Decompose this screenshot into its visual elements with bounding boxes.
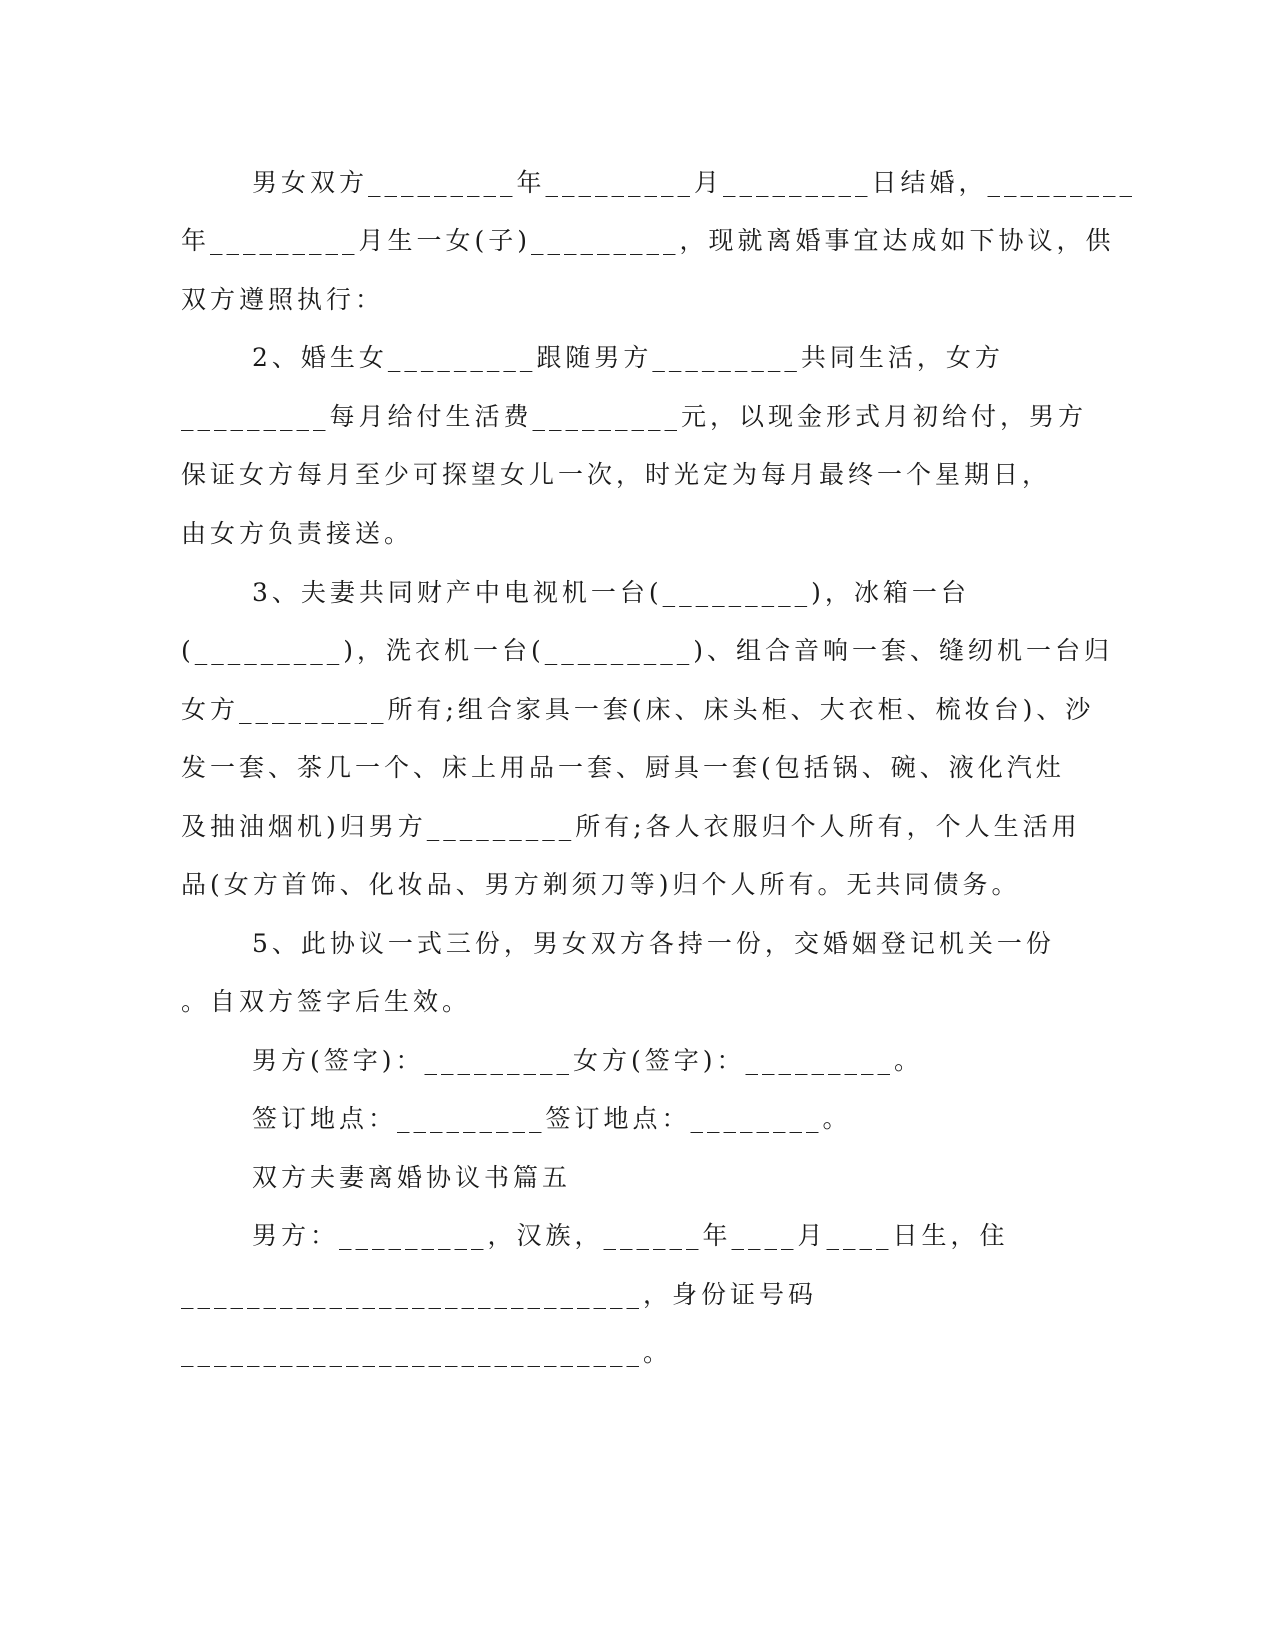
male-party-line-2: ____________________________，身份证号码 [181, 1280, 818, 1309]
paragraph-4-line-2: 。自双方签字后生效。 [181, 987, 472, 1016]
paragraph-4-line-1: 5、此协议一式三份，男女双方各持一份，交婚姻登记机关一份 [252, 929, 1055, 958]
paragraph-1-line-2: 年_________月生一女(子)_________，现就离婚事宜达成如下协议，供 [181, 226, 1115, 255]
paragraph-2-line-3: 保证女方每月至少可探望女儿一次，时光定为每月最终一个星期日， [181, 460, 1052, 489]
male-party-line-3: ____________________________。 [181, 1338, 673, 1367]
paragraph-3-line-3: 女方_________所有;组合家具一套(床、床头柜、大衣柜、梳妆台)、沙 [181, 695, 1095, 724]
paragraph-3-line-5: 及抽油烟机)归男方_________所有;各人衣服归个人所有，个人生活用 [181, 812, 1081, 841]
paragraph-2-line-4: 由女方负责接送。 [181, 519, 414, 548]
paragraph-3-line-2: (_________)，洗衣机一台(_________)、组合音响一套、缝纫机一台归 [181, 636, 1114, 665]
paragraph-3-line-6: 品(女方首饰、化妆品、男方剃须刀等)归个人所有。无共同债务。 [181, 870, 1021, 899]
paragraph-1-line-3: 双方遵照执行： [181, 285, 385, 314]
male-party-line-1: 男方：_________，汉族，______年____月____日生，住 [252, 1221, 1009, 1250]
signature-line: 男方(签字)：_________女方(签字)：_________。 [252, 1046, 924, 1075]
section-title: 双方夫妻离婚协议书篇五 [252, 1163, 572, 1192]
paragraph-3-line-1: 3、夫妻共同财产中电视机一台(_________)，冰箱一台 [252, 578, 970, 607]
signing-location-line: 签订地点：_________签订地点：________。 [252, 1104, 852, 1133]
paragraph-3-line-4: 发一套、茶几一个、床上用品一套、厨具一套(包括锅、碗、液化汽灶 [181, 753, 1065, 782]
paragraph-1-line-1: 男女双方_________年_________月_________日结婚，_________ [252, 168, 1137, 197]
paragraph-2-line-2: _________每月给付生活费_________元，以现金形式月初给付，男方 [181, 402, 1088, 431]
paragraph-2-line-1: 2、婚生女_________跟随男方_________共同生活，女方 [252, 343, 1004, 372]
